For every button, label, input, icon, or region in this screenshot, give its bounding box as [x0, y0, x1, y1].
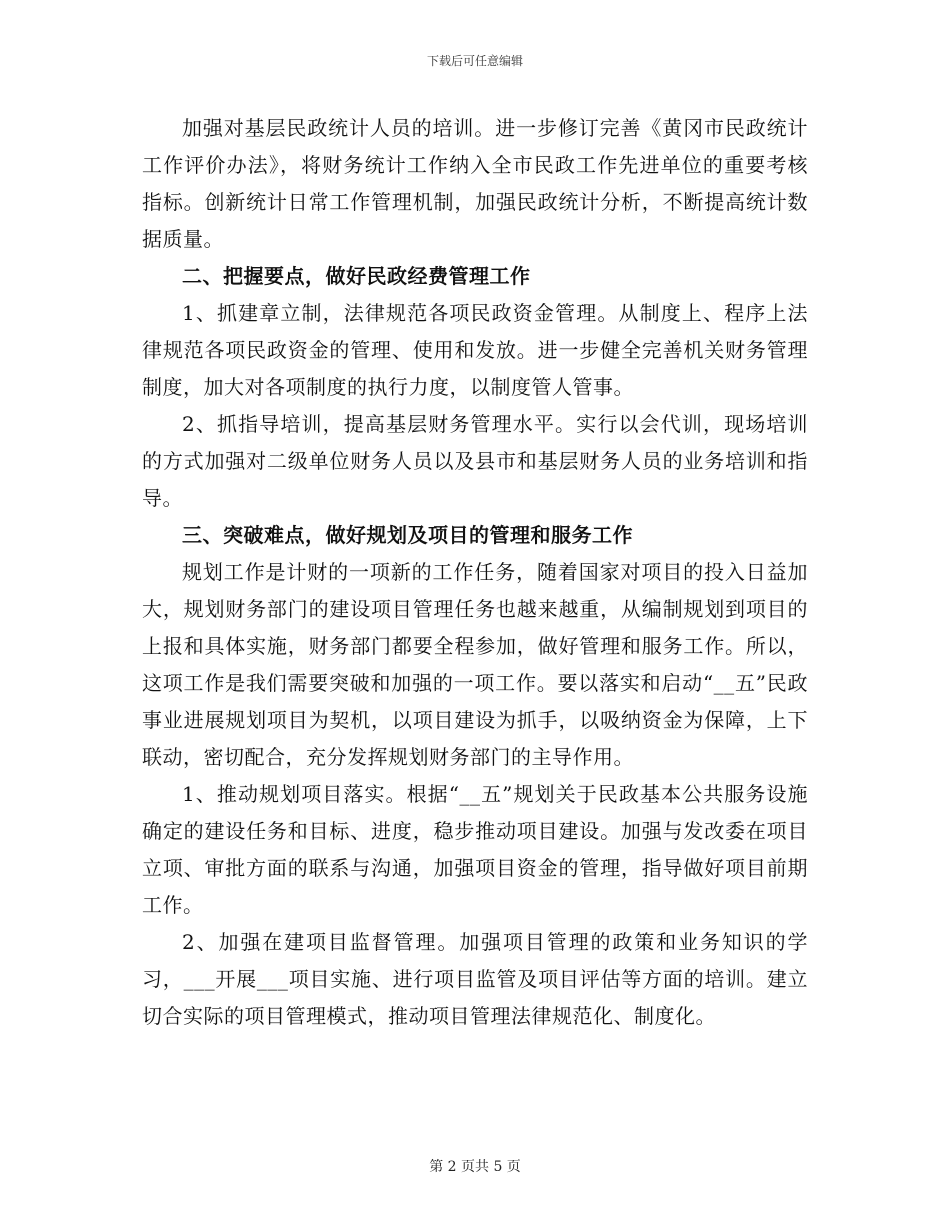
- section-heading-project-management: 三、突破难点，做好规划及项目的管理和服务工作: [182, 523, 633, 547]
- section-heading-funds-management: 二、把握要点，做好民政经费管理工作: [182, 264, 531, 288]
- page-header: 下载后可任意编辑: [426, 54, 523, 68]
- paragraph-planning-work: 规划工作是计财的一项新的工作任务，随着国家对项目的投入日益加大，规划财务部门的建设项目管理任务也越来越重，从编制规划到项目的上报和具体实施，财务部门都要全程参加，做好管理和服务工作。所以，这项工作是我们需要突破和加强的一项工作。要以落实和启动“__五”民政事业进展规划项目为契机，以项目建设为抓手，以吸纳资金为保障，上下联动，密切配合，充分发挥规划财务部门的主导作用。: [142, 560, 808, 769]
- paragraph-project-supervision: 2、加强在建项目监督管理。加强项目管理的政策和业务知识的学习，___开展___项目实施、进行项目监管及项目评估等方面的培训。建立切合实际的项目管理模式，推动项目管理法律规范化、制度化。: [142, 930, 808, 1028]
- paragraph-statistics-training: 加强对基层民政统计人员的培训。进一步修订完善《黄冈市民政统计工作评价办法》，将财务统计工作纳入全市民政工作先进单位的重要考核指标。创新统计日常工作管理机制，加强民政统计分析，不断提高统计数据质量。: [142, 116, 808, 251]
- page-footer: 第 2 页共 5 页: [429, 1159, 521, 1175]
- paragraph-guidance-training: 2、抓指导培训，提高基层财务管理水平。实行以会代训，现场培训的方式加强对二级单位财务人员以及县市和基层财务人员的业务培训和指导。: [142, 412, 808, 510]
- document-body: [142, 110, 808, 1035]
- paragraph-regulations: 1、抓建章立制，法律规范各项民政资金管理。从制度上、程序上法律规范各项民政资金的管理、使用和发放。进一步健全完善机关财务管理制度，加大对各项制度的执行力度，以制度管人管事。: [142, 301, 808, 399]
- paragraph-project-implementation: 1、推动规划项目落实。根据“__五”规划关于民政基本公共服务设施确定的建设任务和目标、进度，稳步推动项目建设。加强与发改委在项目立项、审批方面的联系与沟通，加强项目资金的管理，指导做好项目前期工作。: [142, 782, 808, 917]
